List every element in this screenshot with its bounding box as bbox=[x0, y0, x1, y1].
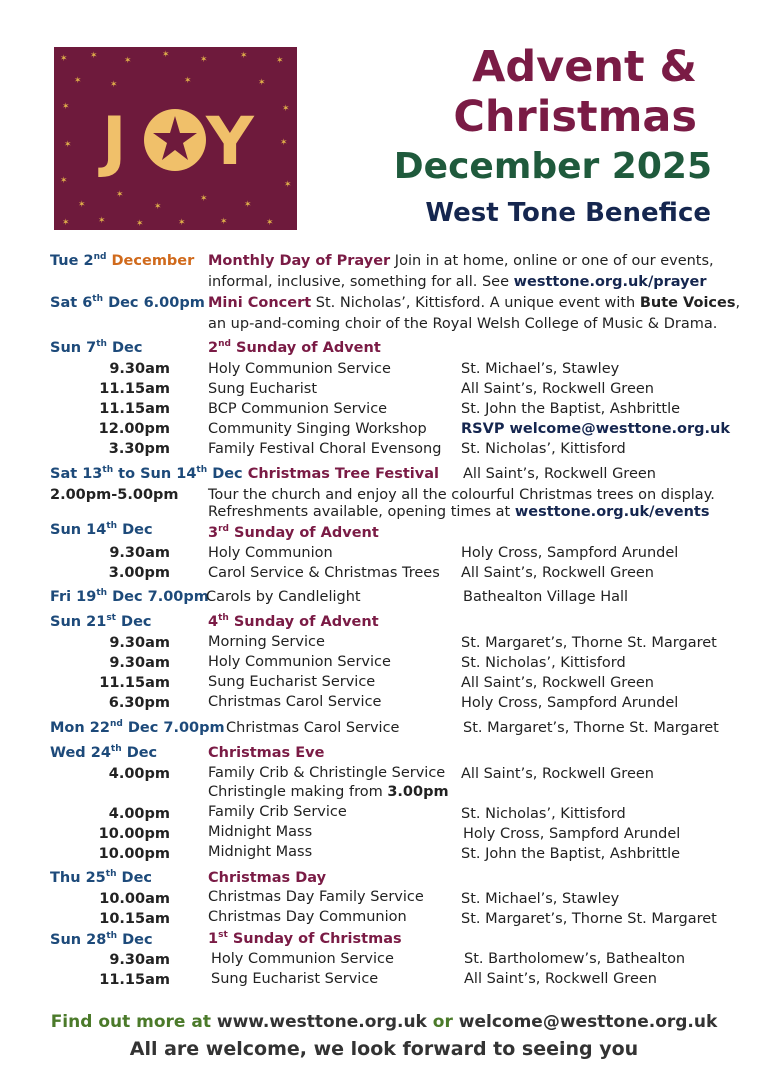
place: St. Bartholomew’s, Bathealton bbox=[464, 951, 686, 967]
place: St. John the Baptist, Ashbrittle bbox=[461, 401, 681, 417]
date-dec-14: Sun 14th Dec bbox=[50, 521, 153, 538]
svg-text:✶: ✶ bbox=[64, 140, 72, 150]
title-christmas: Christmas bbox=[453, 92, 697, 142]
time: 4.00pm bbox=[108, 806, 170, 822]
date-dec-24: Wed 24th Dec bbox=[50, 744, 158, 761]
place: St. Michael’s, Stawley bbox=[461, 891, 620, 907]
svg-text:✶: ✶ bbox=[220, 217, 228, 227]
heading-2nd-advent: 2nd Sunday of Advent bbox=[208, 339, 381, 356]
tree-festival-desc: Tour the church and enjoy all the colourful Christmas trees on display. bbox=[208, 487, 715, 503]
joy-letter-y: Y bbox=[206, 103, 254, 180]
date-dec-7: Sun 7th Dec bbox=[50, 339, 143, 356]
date-dec-13-14: Sat 13th to Sun 14th Dec Christmas Tree Festival bbox=[50, 465, 439, 482]
service: Family Crib & Christingle Service bbox=[208, 765, 446, 781]
place: St. Margaret’s, Thorne St. Margaret bbox=[461, 635, 717, 651]
service: Christmas Day Communion bbox=[208, 909, 407, 925]
time: 9.30am bbox=[109, 655, 170, 671]
event-mini-concert: Mini Concert St. Nicholas’, Kittisford. A unique event with Bute Voices, bbox=[208, 295, 741, 311]
prayer-link[interactable]: westtone.org.uk/prayer bbox=[513, 274, 707, 290]
svg-text:✶: ✶ bbox=[116, 190, 124, 200]
date-dec-28: Sun 28th Dec bbox=[50, 931, 153, 948]
svg-text:✶: ✶ bbox=[284, 180, 292, 190]
service: Holy Communion bbox=[208, 545, 333, 561]
svg-text:✶: ✶ bbox=[110, 80, 118, 90]
date-dec-2: Tue 2nd December bbox=[50, 252, 195, 269]
service: Sung Eucharist bbox=[208, 381, 318, 397]
svg-text:✶: ✶ bbox=[78, 200, 86, 210]
service: Carols by Candlelight bbox=[206, 589, 361, 605]
service: Holy Communion Service bbox=[208, 654, 391, 670]
place: Holy Cross, Sampford Arundel bbox=[461, 695, 679, 711]
place: Holy Cross, Sampford Arundel bbox=[463, 826, 681, 842]
title-benefice: West Tone Benefice bbox=[425, 198, 711, 228]
place: All Saint’s, Rockwell Green bbox=[464, 971, 657, 987]
svg-text:✶: ✶ bbox=[154, 202, 162, 212]
service: Holy Communion Service bbox=[208, 361, 391, 377]
heading-1st-christmas: 1st Sunday of Christmas bbox=[208, 930, 402, 947]
time: 11.15am bbox=[99, 675, 170, 691]
service: BCP Communion Service bbox=[208, 401, 388, 417]
svg-text:✶: ✶ bbox=[200, 55, 208, 65]
service: Family Festival Choral Evensong bbox=[208, 441, 442, 457]
place: All Saint’s, Rockwell Green bbox=[461, 565, 654, 581]
time: 3.00pm bbox=[108, 565, 170, 581]
service: Midnight Mass bbox=[208, 824, 313, 840]
heading-christmas-eve: Christmas Eve bbox=[208, 745, 325, 761]
event-day-of-prayer-desc: informal, inclusive, something for all. See westtone.org.uk/prayer bbox=[208, 274, 707, 290]
christingle-note: Christingle making from 3.00pm bbox=[208, 784, 449, 800]
svg-text:✶: ✶ bbox=[178, 218, 186, 228]
svg-text:✶: ✶ bbox=[162, 50, 170, 60]
service: Carol Service & Christmas Trees bbox=[208, 565, 440, 581]
email-link[interactable]: welcome@westtone.org.uk bbox=[458, 1012, 718, 1032]
time: 9.30am bbox=[109, 361, 170, 377]
svg-text:✶: ✶ bbox=[282, 104, 290, 114]
place: St. Margaret’s, Thorne St. Margaret bbox=[463, 720, 719, 736]
place: St. Margaret’s, Thorne St. Margaret bbox=[461, 911, 717, 927]
svg-text:✶: ✶ bbox=[280, 138, 288, 148]
joy-letter-j: J bbox=[102, 103, 127, 180]
heading-christmas-day: Christmas Day bbox=[208, 870, 327, 886]
place: St. John the Baptist, Ashbrittle bbox=[461, 846, 681, 862]
time: 10.00pm bbox=[98, 846, 170, 862]
service: Christmas Day Family Service bbox=[208, 889, 424, 905]
svg-text:✶: ✶ bbox=[244, 200, 252, 210]
events-link[interactable]: westtone.org.uk/events bbox=[514, 504, 710, 520]
service: Sung Eucharist Service bbox=[211, 971, 379, 987]
joy-logo bbox=[54, 47, 297, 230]
service: Midnight Mass bbox=[208, 844, 313, 860]
svg-text:✶: ✶ bbox=[240, 51, 248, 61]
date-dec-22: Mon 22nd Dec 7.00pm bbox=[50, 719, 225, 736]
place: All Saint’s, Rockwell Green bbox=[461, 675, 654, 691]
svg-text:✶: ✶ bbox=[60, 54, 68, 64]
time: 11.15am bbox=[99, 401, 170, 417]
svg-text:✶: ✶ bbox=[90, 51, 98, 61]
svg-text:✶: ✶ bbox=[200, 194, 208, 204]
time: 12.00pm bbox=[98, 421, 170, 437]
time: 4.00pm bbox=[108, 766, 170, 782]
date-dec-6: Sat 6th Dec 6.00pm bbox=[50, 294, 205, 311]
svg-text:✶: ✶ bbox=[258, 78, 266, 88]
service: Community Singing Workshop bbox=[208, 421, 427, 437]
svg-text:✶: ✶ bbox=[60, 176, 68, 186]
time: 10.00pm bbox=[98, 826, 170, 842]
joy-banner bbox=[54, 47, 297, 230]
time: 10.00am bbox=[99, 891, 170, 907]
title-month: December 2025 bbox=[393, 146, 712, 187]
place: Holy Cross, Sampford Arundel bbox=[461, 545, 679, 561]
place: St. Michael’s, Stawley bbox=[461, 361, 620, 377]
service: Holy Communion Service bbox=[211, 951, 394, 967]
time: 11.15am bbox=[99, 381, 170, 397]
time: 9.30am bbox=[109, 635, 170, 651]
footer-welcome: All are welcome, we look forward to seeing you bbox=[129, 1038, 639, 1060]
svg-text:✶: ✶ bbox=[62, 102, 70, 112]
place: St. Nicholas’, Kittisford bbox=[461, 655, 626, 671]
svg-text:✶: ✶ bbox=[184, 76, 192, 86]
time: 9.30am bbox=[109, 545, 170, 561]
time: 2.00pm-5.00pm bbox=[50, 487, 179, 503]
place: All Saint’s, Rockwell Green bbox=[461, 381, 654, 397]
event-mini-concert-desc: an up-and-coming choir of the Royal Welsh College of Music & Drama. bbox=[208, 316, 718, 332]
time: 3.30pm bbox=[108, 441, 170, 457]
place: All Saint’s, Rockwell Green bbox=[461, 766, 654, 782]
rsvp-email-link[interactable]: RSVP welcome@westtone.org.uk bbox=[461, 421, 731, 437]
heading-3rd-advent: 3rd Sunday of Advent bbox=[208, 524, 379, 541]
svg-text:✶: ✶ bbox=[98, 216, 106, 226]
time: 10.15am bbox=[99, 911, 170, 927]
heading-4th-advent: 4th Sunday of Advent bbox=[208, 613, 379, 630]
place: St. Nicholas’, Kittisford bbox=[461, 806, 626, 822]
svg-text:✶: ✶ bbox=[74, 76, 82, 86]
service: Morning Service bbox=[208, 634, 325, 650]
service: Family Crib Service bbox=[208, 804, 347, 820]
service: Christmas Carol Service bbox=[208, 694, 382, 710]
svg-text:✶: ✶ bbox=[266, 218, 274, 228]
date-dec-21: Sun 21st Dec bbox=[50, 613, 152, 630]
date-dec-19: Fri 19th Dec 7.00pm bbox=[50, 588, 209, 605]
event-day-of-prayer: Monthly Day of Prayer Join in at home, online or one of our events, bbox=[208, 253, 714, 269]
place: Bathealton Village Hall bbox=[463, 589, 629, 605]
svg-text:✶: ✶ bbox=[276, 56, 284, 66]
tree-festival-desc-2: Refreshments available, opening times at westtone.org.uk/events bbox=[208, 504, 710, 520]
svg-text:✶: ✶ bbox=[124, 56, 132, 66]
place: All Saint’s, Rockwell Green bbox=[463, 466, 656, 482]
title-advent: Advent & bbox=[472, 42, 697, 92]
svg-text:✶: ✶ bbox=[136, 219, 144, 229]
website-link[interactable]: www.westtone.org.uk bbox=[216, 1012, 427, 1032]
service: Christmas Carol Service bbox=[226, 720, 400, 736]
service: Sung Eucharist Service bbox=[208, 674, 376, 690]
footer-contact: Find out more at www.westtone.org.uk or welcome@westtone.org.uk bbox=[50, 1012, 718, 1032]
time: 9.30am bbox=[109, 952, 170, 968]
svg-text:✶: ✶ bbox=[62, 218, 70, 228]
time: 6.30pm bbox=[108, 695, 170, 711]
place: St. Nicholas’, Kittisford bbox=[461, 441, 626, 457]
time: 11.15am bbox=[99, 972, 170, 988]
date-dec-25: Thu 25th Dec bbox=[50, 869, 152, 886]
